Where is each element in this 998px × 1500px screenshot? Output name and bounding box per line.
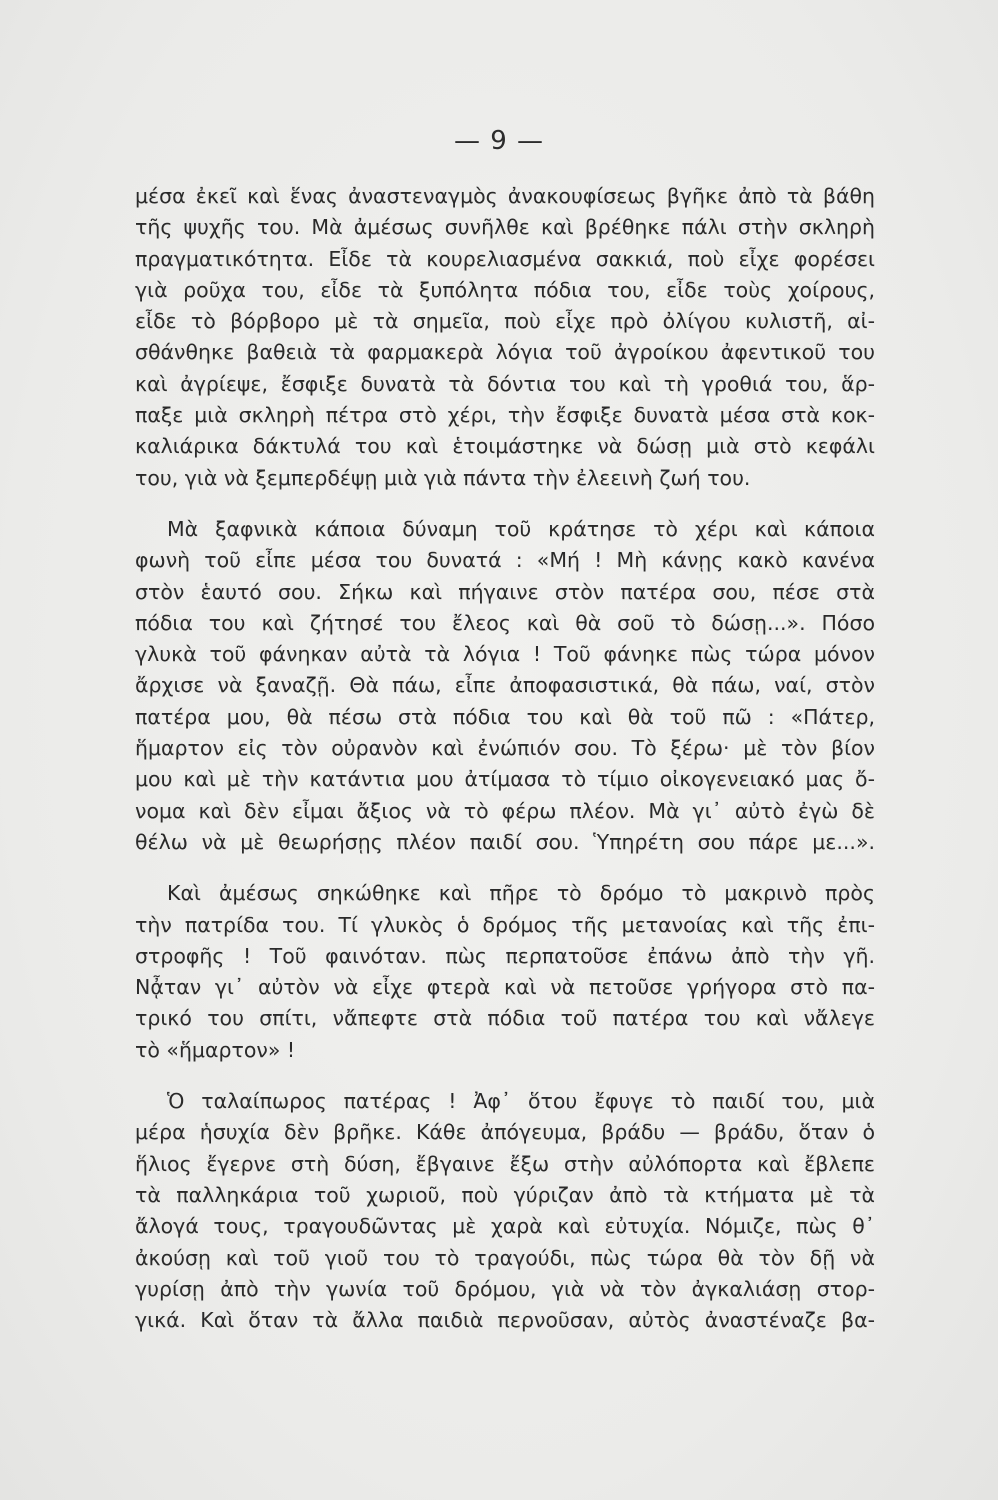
text-line: νομα καὶ δὲν εἶμαι ἄξιος νὰ τὸ φέρω πλέον. Μὰ γι᾽ αὐτὸ ἐγὼ δὲ bbox=[135, 798, 875, 823]
text-line: μέσα ἐκεῖ καὶ ἕνας ἀναστεναγμὸς ἀνακουφίσεως βγῆκε ἀπὸ τὰ βάθη bbox=[135, 184, 875, 208]
text-line: Νᾆταν γι᾽ αὐτὸν νὰ εἶχε φτερὰ καὶ νὰ πετοῦσε γρήγορα στὸ πα- bbox=[135, 975, 875, 1000]
text-line: θέλω νὰ μὲ θεωρήσῃς πλέον παιδί σου. Ὑπηρέτη σου πάρε με...». bbox=[135, 829, 875, 854]
text-line: ἄρχισε νὰ ξαναζῇ. Θὰ πάω, εἶπε ἀποφασιστικά, θὰ πάω, ναί, στὸν bbox=[135, 673, 875, 698]
paragraph-4 bbox=[135, 1086, 875, 1336]
text-line: γυρίσῃ ἀπὸ τὴν γωνία τοῦ δρόμου, γιὰ νὰ τὸν ἀγκαλιάσῃ στορ- bbox=[135, 1276, 875, 1301]
text-line: γικά. Καὶ ὅταν τὰ ἄλλα παιδιὰ περνοῦσαν, αὐτὸς ἀναστέναζε βα- bbox=[135, 1308, 875, 1333]
text-line: Μὰ ξαφνικὰ κάποια δύναμη τοῦ κράτησε τὸ χέρι καὶ κάποια bbox=[167, 516, 875, 541]
text-line: σθάνθηκε βαθειὰ τὰ φαρμακερὰ λόγια τοῦ ἀγροίκου ἀφεντικοῦ του bbox=[135, 340, 875, 365]
text-line: ἥμαρτον εἰς τὸν οὐρανὸν καὶ ἐνώπιόν σου. Τὸ ξέρω· μὲ τὸν βίον bbox=[135, 736, 875, 761]
text-line: Ὁ ταλαίπωρος πατέρας ! Ἀφ᾽ ὅτου ἔφυγε τὸ παιδί του, μιὰ bbox=[167, 1089, 875, 1114]
text-line: στὸν ἑαυτό σου. Σήκω καὶ πήγαινε στὸν πατέρα σου, πέσε στὰ bbox=[135, 579, 875, 604]
text-line: στροφῆς ! Τοῦ φαινόταν. πὼς περπατοῦσε ἐπάνω ἀπὸ τὴν γῆ. bbox=[135, 943, 875, 968]
text-line: μου καὶ μὲ τὴν κατάντια μου ἀτίμασα τὸ τίμιο οἰκογενειακό μας ὄ- bbox=[135, 767, 875, 792]
text-line: πατέρα μου, θὰ πέσω στὰ πόδια του καὶ θὰ τοῦ πῶ : «Πάτερ, bbox=[135, 704, 875, 729]
text-line: του, γιὰ νὰ ξεμπερδέψῃ μιὰ γιὰ πάντα τὴν ἐλεεινὴ ζωή του. bbox=[135, 465, 751, 490]
paragraph-2 bbox=[135, 514, 875, 858]
text-line: τρικό του σπίτι, νἄπεφτε στὰ πόδια τοῦ πατέρα του καὶ νἄλεγε bbox=[135, 1006, 875, 1031]
text-line: φωνὴ τοῦ εἶπε μέσα του δυνατά : «Μή ! Μὴ κάνῃς κακὸ κανένα bbox=[135, 548, 875, 573]
text-line: μέρα ἡσυχία δὲν βρῆκε. Κάθε ἀπόγευμα, βράδυ — βράδυ, ὅταν ὁ bbox=[135, 1120, 875, 1145]
text-line: Καὶ ἀμέσως σηκώθηκε καὶ πῆρε τὸ δρόμο τὸ μακρινὸ πρὸς bbox=[167, 881, 875, 906]
text-line: παξε μιὰ σκληρὴ πέτρα στὸ χέρι, τὴν ἔσφιξε δυνατὰ μέσα στὰ κοκ- bbox=[135, 403, 875, 428]
text-line: ἄλογά τους, τραγουδῶντας μὲ χαρὰ καὶ εὐτυχία. Νόμιζε, πὼς θ᾽ bbox=[135, 1214, 875, 1239]
text-line: γλυκὰ τοῦ φάνηκαν αὐτὰ τὰ λόγια ! Τοῦ φάνηκε πὼς τώρα μόνον bbox=[135, 642, 875, 667]
text-line: εἶδε τὸ βόρβορο μὲ τὰ σημεῖα, ποὺ εἶχε πρὸ ὀλίγου κυλιστῆ, αἰ- bbox=[135, 309, 875, 334]
text-line: καὶ ἀγρίεψε, ἔσφιξε δυνατὰ τὰ δόντια του καὶ τὴ γροθιά του, ἅρ- bbox=[135, 371, 875, 396]
text-line: καλιάρικα δάκτυλά του καὶ ἑτοιμάστηκε νὰ δώσῃ μιὰ στὸ κεφάλι bbox=[135, 434, 875, 459]
text-line: πόδια του καὶ ζήτησέ του ἔλεος καὶ θὰ σοῦ τὸ δώσῃ...». Πόσο bbox=[135, 610, 875, 635]
text-line: τὴν πατρίδα του. Τί γλυκὸς ὁ δρόμος τῆς μετανοίας καὶ τῆς ἐπι- bbox=[135, 912, 875, 937]
text-line: τὸ «ἥμαρτον» ! bbox=[135, 1037, 296, 1062]
body-text bbox=[135, 181, 875, 1336]
text-line: ἀκούσῃ καὶ τοῦ γιοῦ του τὸ τραγούδι, πὼς τώρα θὰ τὸν δῇ νὰ bbox=[135, 1245, 875, 1270]
paragraph-3 bbox=[135, 878, 875, 1066]
text-line: πραγματικότητα. Εἶδε τὰ κουρελιασμένα σακκιά, ποὺ εἶχε φορέσει bbox=[135, 246, 875, 271]
text-line: γιὰ ροῦχα του, εἶδε τὰ ξυπόλητα πόδια του, εἶδε τοὺς χοίρους, bbox=[135, 277, 875, 302]
paragraph-1 bbox=[135, 181, 875, 494]
page-number: — 9 — bbox=[453, 126, 545, 156]
text-line: τὰ παλληκάρια τοῦ χωριοῦ, ποὺ γύριζαν ἀπὸ τὰ κτήματα μὲ τὰ bbox=[135, 1182, 875, 1207]
text-line: τῆς ψυχῆς του. Μὰ ἀμέσως συνῆλθε καὶ βρέθηκε πάλι στὴν σκληρὴ bbox=[135, 215, 875, 240]
text-line: ἥλιος ἔγερνε στὴ δύση, ἔβγαινε ἔξω στὴν αὐλόπορτα καὶ ἔβλεπε bbox=[135, 1151, 875, 1176]
